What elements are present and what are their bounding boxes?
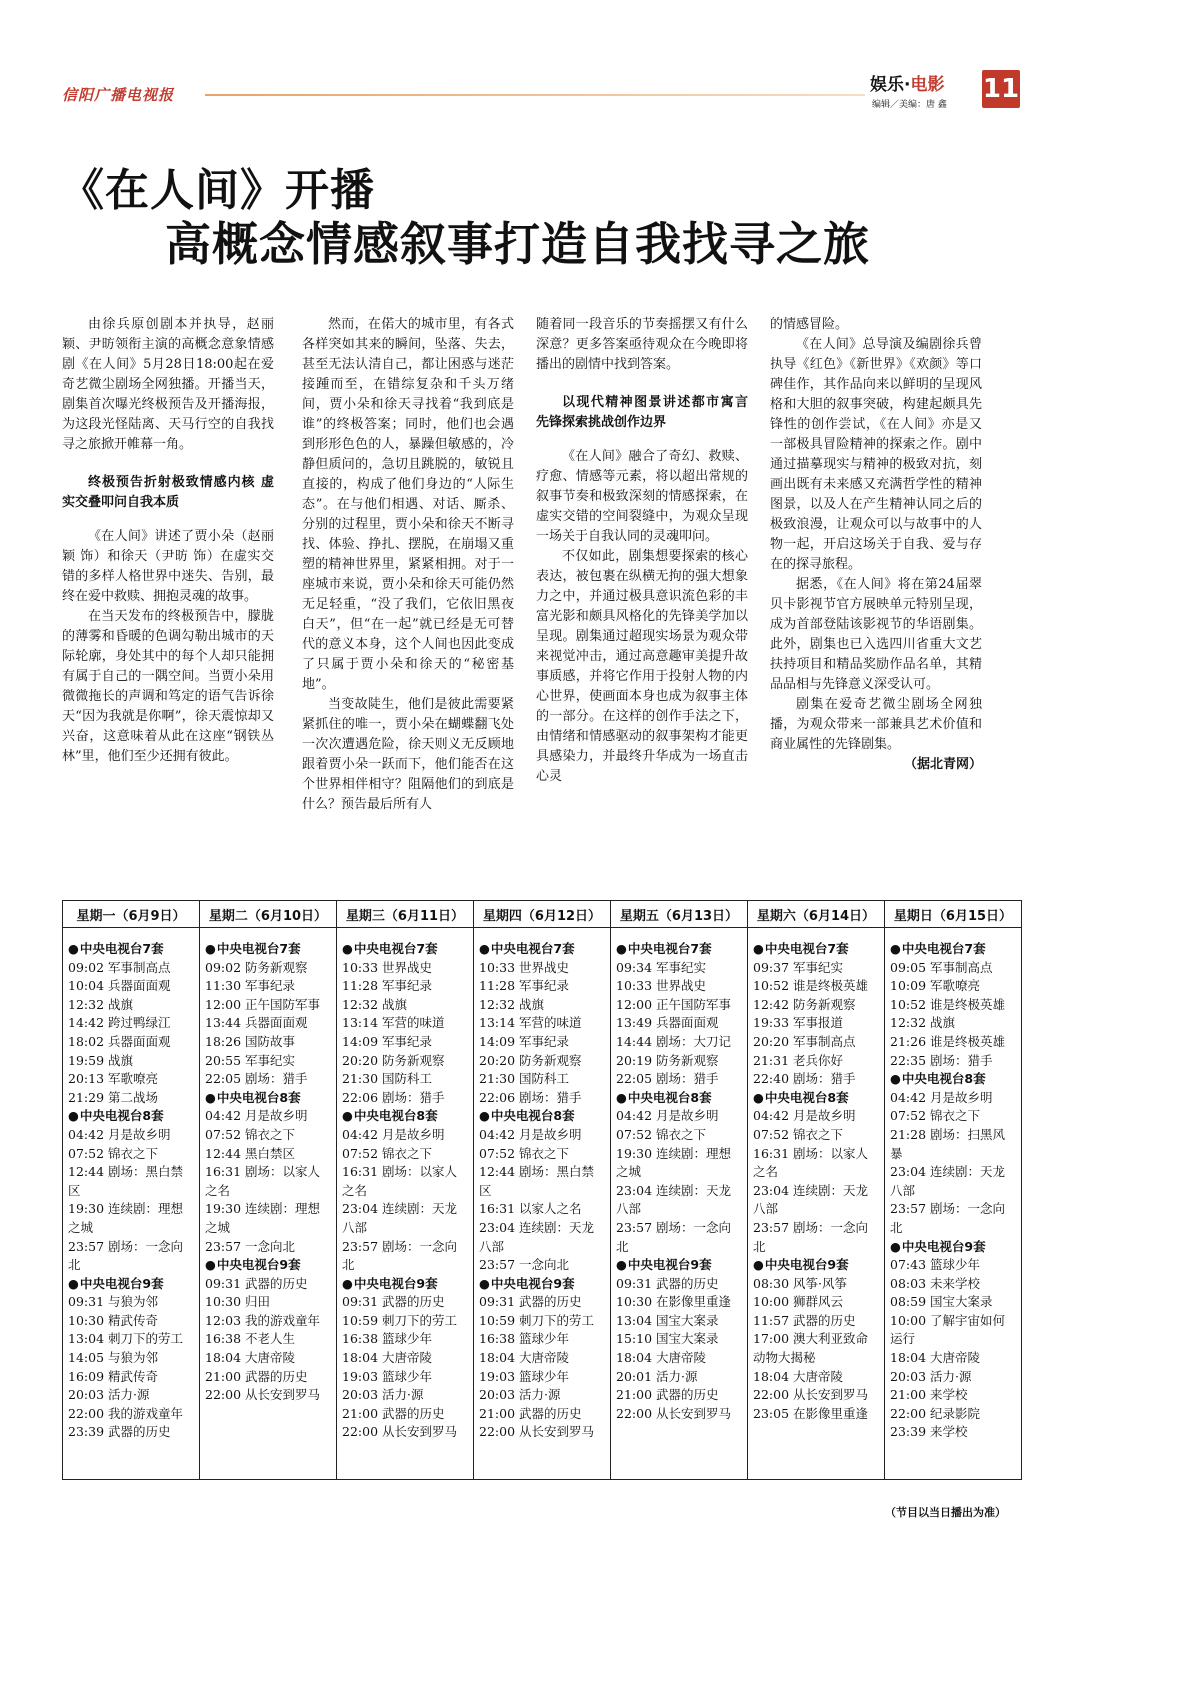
- program-item: 12:32 战旗: [479, 996, 544, 1012]
- program-item: 07:52 锦衣之下: [205, 1126, 295, 1142]
- day-schedule: [885, 928, 1022, 1480]
- section-label-b: 电影: [910, 75, 945, 95]
- day-header: 星期日（6月15日）: [885, 901, 1022, 928]
- program-item: 23:39 来学校: [890, 1424, 968, 1440]
- program-item: 10:00 了解宇宙如何运行: [890, 1312, 1005, 1347]
- program-item: 22:35 剧场：猎手: [890, 1052, 993, 1068]
- paragraph: 据悉，《在人间》将在第24届翠贝卡影视节官方展映单元特别呈现，成为首部登陆该影视节的华语剧集。此外，剧集也已入选四川省重大文艺扶持项目和精品奖励作品名单，其精品品相与先锋意义深受认可。: [770, 577, 982, 692]
- program-item: 13:04 刺刀下的劳工: [68, 1331, 183, 1347]
- program-item: 17:00 澳大利亚致命动物大揭秘: [753, 1331, 868, 1366]
- program-item: 14:09 军事纪录: [479, 1033, 569, 1049]
- program-item: 09:31 武器的历史: [342, 1294, 445, 1310]
- program-item: 12:42 防务新观察: [753, 996, 856, 1012]
- program-item: 10:04 兵器面面观: [68, 978, 171, 994]
- program-item: 21:00 武器的历史: [479, 1405, 582, 1421]
- program-item: 22:00 从长安到罗马: [616, 1405, 731, 1421]
- subheading: 以现代精神图景讲述都市寓言 先锋探索挑战创作边界: [536, 395, 748, 430]
- program-item: 10:30 精武传奇: [68, 1312, 158, 1328]
- program-item: 18:04 大唐帝陵: [479, 1350, 569, 1366]
- channel-heading: ● 中央电视台7套: [68, 940, 194, 959]
- headline-line1: 《在人间》开播: [60, 165, 375, 216]
- day-schedule: [63, 928, 200, 1480]
- program-item: 13:44 兵器面面观: [205, 1015, 308, 1031]
- schedule-note: （节目以当日播出为准）: [885, 1506, 1006, 1519]
- program-item: 07:52 锦衣之下: [342, 1145, 432, 1161]
- program-item: 12:44 黑白禁区: [205, 1145, 295, 1161]
- channel-heading: ● 中央电视台7套: [890, 940, 1016, 959]
- program-item: 16:31 剧场：以家人之名: [342, 1164, 457, 1198]
- program-item: 14:05 与狼为邻: [68, 1350, 158, 1366]
- program-item: 13:14 军营的味道: [342, 1015, 445, 1031]
- program-item: 23:04 连续剧：天龙八部: [890, 1164, 1005, 1198]
- channel-heading: ● 中央电视台9套: [890, 1238, 1016, 1257]
- day-header: 星期一（6月9日）: [63, 901, 200, 928]
- program-item: 20:20 防务新观察: [342, 1052, 445, 1068]
- program-item: 20:03 活力·源: [342, 1387, 424, 1403]
- paragraph: 的情感冒险。: [770, 317, 849, 332]
- article-column-3: [536, 315, 748, 787]
- program-item: 22:05 剧场：猎手: [616, 1071, 719, 1087]
- program-item: 20:20 防务新观察: [479, 1052, 582, 1068]
- program-item: 07:52 锦衣之下: [479, 1145, 569, 1161]
- program-item: 23:05 在影像里重逢: [753, 1405, 868, 1421]
- day-schedule: [337, 928, 474, 1480]
- program-item: 11:30 军事纪录: [205, 978, 295, 994]
- section-label-a: 娱乐·: [870, 75, 911, 95]
- day-schedule: [200, 928, 337, 1480]
- program-item: 22:40 剧场：猎手: [753, 1071, 856, 1087]
- program-item: 09:02 军事制高点: [68, 959, 171, 975]
- program-item: 22:00 从长安到罗马: [205, 1387, 320, 1403]
- program-item: 16:09 精武传奇: [68, 1368, 158, 1384]
- channel-heading: ● 中央电视台9套: [753, 1256, 879, 1275]
- program-item: 20:19 防务新观察: [616, 1052, 719, 1068]
- program-item: 21:00 武器的历史: [616, 1387, 719, 1403]
- program-item: 14:42 跨过鸭绿江: [68, 1015, 171, 1031]
- program-item: 07:52 锦衣之下: [68, 1145, 158, 1161]
- program-item: 13:04 国宝大案录: [616, 1312, 719, 1328]
- program-item: 23:04 连续剧：天龙八部: [616, 1182, 731, 1217]
- channel-heading: ● 中央电视台9套: [479, 1275, 605, 1294]
- program-item: 11:28 军事纪录: [479, 978, 569, 994]
- program-item: 08:59 国宝大案录: [890, 1294, 993, 1310]
- program-item: 19:59 战旗: [68, 1052, 133, 1068]
- program-item: 04:42 月是故乡明: [479, 1126, 582, 1142]
- program-item: 18:02 兵器面面观: [68, 1033, 171, 1049]
- program-item: 23:57 剧场：一念向北: [616, 1219, 731, 1254]
- channel-heading: ● 中央电视台7套: [342, 940, 468, 959]
- channel-heading: ● 中央电视台7套: [616, 940, 742, 959]
- paragraph: 在当天发布的终极预告中，朦胧的薄雾和昏暖的色调勾勒出城市的天际轮廓，身处其中的每个人却只能拥有属于自己的一隅空间。当贾小朵用微微拖长的声调和笃定的语气告诉徐天“因为我就是你啊”，徐天震惊却又兴奋，这意味着从此在这座“钢铁丛林”里，他们至少还拥有彼此。: [62, 609, 274, 764]
- paragraph: 《在人间》总导演及编剧徐兵曾执导《红色》《新世界》《欢颜》等口碑佳作，其作品向来以鲜明的呈现风格和大胆的叙事突破，构建起颇具先锋性的创作尝试，《在人间》亦是又一部极具冒险精神的探索之作。剧中通过描摹现实与精神的极致对抗，刻画出既有未来感又充满哲学性的精神图景，以及人在产生精神认同之后的极致浪漫，让观众可以与故事中的人物一起，开启这场关于自我、爱与存在的探寻旅程。: [770, 337, 982, 572]
- source-credit: （据北青网）: [903, 757, 982, 772]
- subheading: 终极预告折射极致情感内核 虚实交叠叩问自我本质: [62, 475, 274, 510]
- program-item: 23:57 一念向北: [479, 1257, 569, 1273]
- channel-heading: ● 中央电视台8套: [890, 1070, 1016, 1089]
- channel-heading: ● 中央电视台9套: [616, 1256, 742, 1275]
- program-item: 10:00 狮群风云: [753, 1294, 843, 1310]
- program-item: 10:33 世界战史: [479, 959, 569, 975]
- program-item: 19:03 篮球少年: [479, 1368, 569, 1384]
- program-item: 23:57 一念向北: [205, 1238, 295, 1254]
- tv-schedule-table: [62, 900, 1022, 1480]
- program-item: 21:00 来学校: [890, 1387, 968, 1403]
- masthead-divider: [205, 94, 865, 96]
- program-item: 09:37 军事纪实: [753, 959, 843, 975]
- program-item: 09:34 军事纪实: [616, 959, 706, 975]
- program-item: 19:33 军事报道: [753, 1015, 843, 1031]
- program-item: 10:30 在影像里重逢: [616, 1294, 731, 1310]
- program-item: 04:42 月是故乡明: [68, 1126, 171, 1142]
- program-item: 23:04 连续剧：天龙八部: [753, 1182, 868, 1217]
- program-item: 04:42 月是故乡明: [616, 1108, 719, 1124]
- program-item: 08:03 未来学校: [890, 1275, 980, 1291]
- paragraph: 不仅如此，剧集想要探索的核心表达，被包裹在纵横无拘的强大想象力之中，并通过极具意识流色彩的丰富光影和颇具风格化的先锋美学加以呈现。剧集通过超现实场景为观众带来视觉冲击，通过高意趣审美提升故事质感，并将它作用于投射人物的内心世界，使画面本身也成为叙事主体的一部分。在这样的创作手法之下，由情绪和情感驱动的叙事架构才能更具感染力，并最终升华成为一场直击心灵: [536, 549, 748, 784]
- program-item: 14:09 军事纪录: [342, 1033, 432, 1049]
- program-item: 14:44 剧场：大刀记: [616, 1033, 731, 1049]
- program-item: 09:05 军事制高点: [890, 959, 993, 975]
- program-item: 18:04 大唐帝陵: [616, 1350, 706, 1366]
- program-item: 19:30 连续剧：理想之城: [616, 1145, 731, 1180]
- program-item: 23:04 连续剧：天龙八部: [342, 1201, 457, 1235]
- program-item: 09:31 武器的历史: [616, 1275, 719, 1291]
- day-header: 星期五（6月13日）: [611, 901, 748, 928]
- schedule-body-row: [63, 928, 1022, 1480]
- program-item: 22:00 纪录影院: [890, 1405, 980, 1421]
- program-item: 12:00 正午国防军事: [205, 996, 320, 1012]
- program-item: 19:30 连续剧：理想之城: [68, 1201, 183, 1235]
- program-item: 04:42 月是故乡明: [890, 1089, 993, 1105]
- program-item: 16:31 剧场：以家人之名: [753, 1145, 868, 1180]
- program-item: 23:57 剧场：一念向北: [68, 1238, 183, 1273]
- paragraph: 《在人间》讲述了贾小朵（赵丽颖 饰）和徐天（尹昉 饰）在虚实交错的多样人格世界中迷失、告别，最终在爱中救赎、拥抱灵魂的故事。: [62, 529, 274, 604]
- channel-heading: ● 中央电视台8套: [68, 1107, 194, 1126]
- program-item: 09:31 与狼为邻: [68, 1294, 158, 1310]
- program-item: 07:52 锦衣之下: [616, 1126, 706, 1142]
- program-item: 21:26 谁是终极英雄: [890, 1033, 1005, 1049]
- paragraph: 剧集在爱奇艺微尘剧场全网独播，为观众带来一部兼具艺术价值和商业属性的先锋剧集。: [770, 697, 982, 752]
- article-column-4: [770, 315, 982, 775]
- program-item: 20:55 军事纪实: [205, 1052, 295, 1068]
- channel-heading: ● 中央电视台8套: [753, 1089, 879, 1108]
- program-item: 23:57 剧场：一念向北: [753, 1219, 868, 1254]
- program-item: 23:57 剧场：一念向北: [342, 1238, 457, 1273]
- program-item: 12:44 剧场：黑白禁区: [479, 1164, 594, 1198]
- program-item: 22:06 剧场：猎手: [479, 1089, 582, 1105]
- program-item: 19:30 连续剧：理想之城: [205, 1201, 320, 1235]
- channel-heading: ● 中央电视台7套: [753, 940, 879, 959]
- day-schedule: [748, 928, 885, 1480]
- channel-heading: ● 中央电视台9套: [205, 1256, 331, 1275]
- program-item: 16:31 剧场：以家人之名: [205, 1164, 320, 1198]
- program-item: 18:04 大唐帝陵: [753, 1368, 843, 1384]
- page-number: 11: [982, 70, 1020, 108]
- program-item: 20:20 军事制高点: [753, 1033, 856, 1049]
- program-item: 18:26 国防故事: [205, 1033, 295, 1049]
- program-item: 10:59 刺刀下的劳工: [342, 1312, 457, 1328]
- program-item: 23:57 剧场：一念向北: [890, 1201, 1005, 1235]
- program-item: 22:06 剧场：猎手: [342, 1089, 445, 1105]
- program-item: 10:33 世界战史: [616, 978, 706, 994]
- program-item: 20:13 军歌嘹亮: [68, 1071, 158, 1087]
- editor-credit: 编辑／美编：唐 鑫: [872, 100, 947, 110]
- channel-heading: ● 中央电视台8套: [205, 1089, 331, 1108]
- program-item: 21:28 剧场：扫黑风暴: [890, 1126, 1005, 1161]
- program-item: 04:42 月是故乡明: [342, 1126, 445, 1142]
- program-item: 22:00 我的游戏童年: [68, 1405, 183, 1421]
- newspaper-name: 信阳广播电视报: [62, 86, 175, 104]
- program-item: 23:39 武器的历史: [68, 1424, 171, 1440]
- program-item: 16:38 篮球少年: [342, 1331, 432, 1347]
- channel-heading: ● 中央电视台8套: [479, 1107, 605, 1126]
- program-item: 12:32 战旗: [890, 1015, 955, 1031]
- program-item: 04:42 月是故乡明: [753, 1108, 856, 1124]
- program-item: 10:52 谁是终极英雄: [890, 996, 1005, 1012]
- program-item: 11:57 武器的历史: [753, 1312, 856, 1328]
- day-schedule: [611, 928, 748, 1480]
- program-item: 10:09 军歌嘹亮: [890, 978, 980, 994]
- paragraph: 《在人间》融合了奇幻、救赎、疗愈、情感等元素，将以超出常规的叙事节奏和极致深刻的情感探索，在虚实交错的空间裂缝中，为观众呈现一场关于自我认同的灵魂叩问。: [536, 449, 748, 544]
- paragraph: 随着同一段音乐的节奏摇摆又有什么深意？更多答案亟待观众在今晚即将播出的剧情中找到答案。: [536, 317, 748, 372]
- program-item: 11:28 军事纪录: [342, 978, 432, 994]
- program-item: 07:52 锦衣之下: [890, 1108, 980, 1124]
- program-item: 10:59 刺刀下的劳工: [479, 1312, 594, 1328]
- program-item: 07:52 锦衣之下: [753, 1126, 843, 1142]
- program-item: 10:30 归田: [205, 1294, 270, 1310]
- program-item: 16:31 以家人之名: [479, 1201, 582, 1217]
- program-item: 12:32 战旗: [68, 996, 133, 1012]
- schedule-header-row: [63, 901, 1022, 928]
- article-column-1: [62, 315, 274, 767]
- program-item: 12:03 我的游戏童年: [205, 1312, 320, 1328]
- program-item: 10:33 世界战史: [342, 959, 432, 975]
- program-item: 20:01 活力·源: [616, 1368, 698, 1384]
- day-header: 星期四（6月12日）: [474, 901, 611, 928]
- program-item: 22:00 从长安到罗马: [342, 1424, 457, 1440]
- program-item: 10:52 谁是终极英雄: [753, 978, 868, 994]
- program-item: 22:00 从长安到罗马: [479, 1424, 594, 1440]
- program-item: 23:04 连续剧：天龙八部: [479, 1219, 594, 1254]
- program-item: 12:32 战旗: [342, 996, 407, 1012]
- program-item: 12:00 正午国防军事: [616, 996, 731, 1012]
- program-item: 18:04 大唐帝陵: [342, 1350, 432, 1366]
- channel-heading: ● 中央电视台8套: [342, 1107, 468, 1126]
- channel-heading: ● 中央电视台9套: [342, 1275, 468, 1294]
- program-item: 13:14 军营的味道: [479, 1015, 582, 1031]
- program-item: 09:31 武器的历史: [479, 1294, 582, 1310]
- program-item: 08:30 风筝·风筝: [753, 1275, 847, 1291]
- program-item: 20:03 活力·源: [68, 1387, 150, 1403]
- program-item: 22:00 从长安到罗马: [753, 1387, 868, 1403]
- paragraph: 然而，在偌大的城市里，有各式各样突如其来的瞬间，坠落、失去，甚至无法认清自己，都让困惑与迷茫接踵而至，在错综复杂和千头万绪间，贾小朵和徐天寻找着“我到底是谁”的终极答案；同时，他们也会遇到形形色色的人，暴躁但敏感的，冷静但质问的，急切且跳脱的，敏锐且直接的，构成了他们身边的“人际生态”。在与他们相遇、对话、厮杀、分别的过程里，贾小朵和徐天不断寻找、体验、挣扎、摆脱，在崩塌又重塑的精神世界里，紧紧相拥。对于一座城市来说，贾小朵和徐天可能仍然无足轻重，“没了我们，它依旧黑夜白天”，但“在一起”就已经是无可替代的意义本身，这个人间也因此变成了只属于贾小朵和徐天的“秘密基地”。: [302, 317, 514, 692]
- day-header: 星期二（6月10日）: [200, 901, 337, 928]
- program-item: 15:10 国宝大案录: [616, 1331, 719, 1347]
- day-header: 星期六（6月14日）: [748, 901, 885, 928]
- channel-heading: ● 中央电视台7套: [205, 940, 331, 959]
- headline-line2: 高概念情感叙事打造自我找寻之旅: [165, 217, 870, 271]
- day-header: 星期三（6月11日）: [337, 901, 474, 928]
- program-item: 22:05 剧场：猎手: [205, 1071, 308, 1087]
- program-item: 20:03 活力·源: [479, 1387, 561, 1403]
- paragraph: 由徐兵原创剧本并执导，赵丽颖、尹昉领衔主演的高概念意象情感剧《在人间》5月28日18:00起在爱奇艺微尘剧场全网独播。开播当天，剧集首次曝光终极预告及开播海报，为这段光怪陆离、天马行空的自我找寻之旅掀开帷幕一角。: [62, 317, 274, 452]
- program-item: 18:04 大唐帝陵: [890, 1350, 980, 1366]
- program-item: 09:02 防务新观察: [205, 959, 308, 975]
- program-item: 21:00 武器的历史: [342, 1405, 445, 1421]
- program-item: 12:44 剧场：黑白禁区: [68, 1164, 183, 1198]
- program-item: 19:03 篮球少年: [342, 1368, 432, 1384]
- program-item: 16:38 篮球少年: [479, 1331, 569, 1347]
- program-item: 18:04 大唐帝陵: [205, 1350, 295, 1366]
- channel-heading: ● 中央电视台8套: [616, 1089, 742, 1108]
- program-item: 21:30 国防科工: [479, 1071, 569, 1087]
- program-item: 21:00 武器的历史: [205, 1368, 308, 1384]
- program-item: 21:29 第二战场: [68, 1089, 158, 1105]
- channel-heading: ● 中央电视台9套: [68, 1275, 194, 1294]
- program-item: 21:31 老兵你好: [753, 1052, 843, 1068]
- day-schedule: [474, 928, 611, 1480]
- program-item: 16:38 不老人生: [205, 1331, 295, 1347]
- program-item: 07:43 篮球少年: [890, 1257, 980, 1273]
- program-item: 04:42 月是故乡明: [205, 1108, 308, 1124]
- program-item: 21:30 国防科工: [342, 1071, 432, 1087]
- program-item: 13:49 兵器面面观: [616, 1015, 719, 1031]
- program-item: 20:03 活力·源: [890, 1368, 972, 1384]
- section-title: [870, 70, 944, 95]
- paragraph: 当变故陡生，他们是彼此需要紧紧抓住的唯一，贾小朵在蝴蝶翻飞处一次次遭遇危险，徐天则义无反顾地跟着贾小朵一跃而下，他们能否在这个世界相伴相守？阻隔他们的到底是什么？预告最后所有人: [302, 697, 514, 812]
- program-item: 09:31 武器的历史: [205, 1275, 308, 1291]
- channel-heading: ● 中央电视台7套: [479, 940, 605, 959]
- article-column-2: [302, 315, 514, 815]
